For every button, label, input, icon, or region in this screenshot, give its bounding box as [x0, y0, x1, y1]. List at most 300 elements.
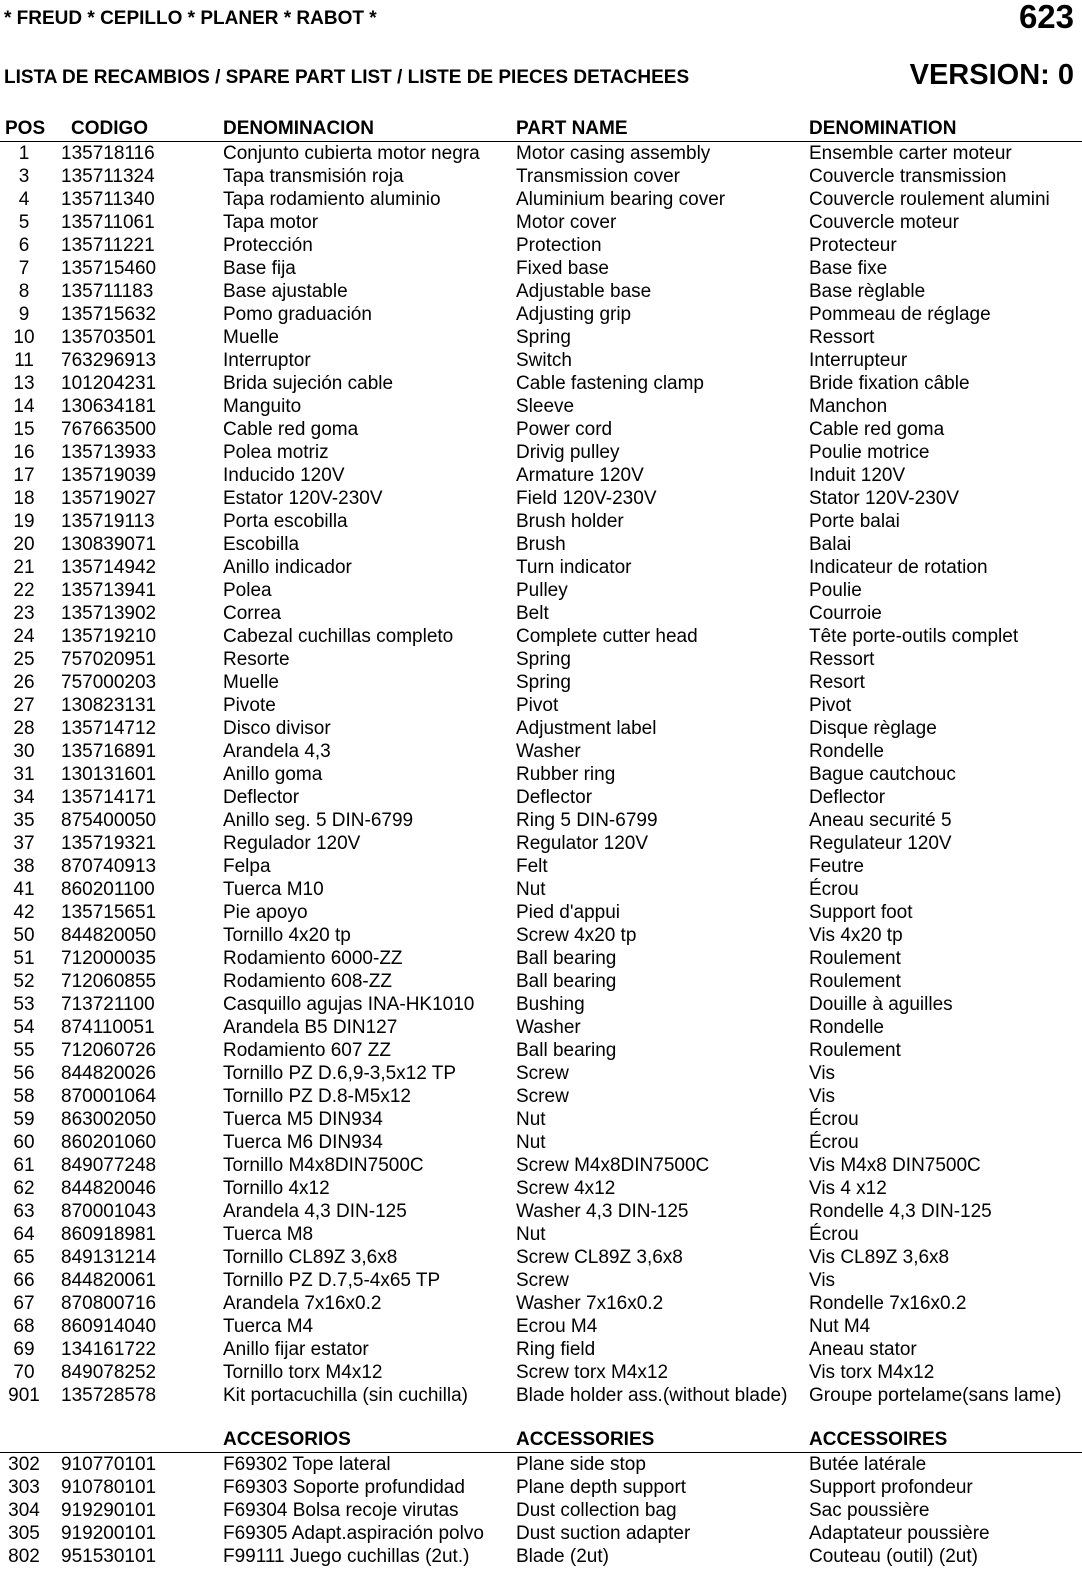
cell-code: 870001043: [61, 1201, 157, 1222]
parts-list: [0, 142, 1082, 1407]
cell-code: 135719210: [61, 626, 157, 647]
cell-code: 135703501: [61, 327, 157, 348]
cell-denomination: Stator 120V-230V: [809, 488, 959, 509]
cell-part-name: Brush: [516, 534, 566, 555]
cell-denominacion: Casquillo agujas INA-HK1010: [223, 994, 475, 1015]
cell-denominacion: Brida sujeción cable: [223, 373, 394, 394]
cell-part-name: Protection: [516, 235, 602, 256]
cell-denomination: Adaptateur poussière: [809, 1523, 990, 1544]
cell-code: 135713941: [61, 580, 157, 601]
table-row: [0, 556, 1082, 579]
cell-pos: 17: [13, 465, 35, 486]
cell-denomination: Vis 4x20 tp: [809, 925, 903, 946]
cell-part-name: Sleeve: [516, 396, 575, 417]
table-row: [0, 924, 1082, 947]
accessories-header-fr: ACCESSOIRES: [809, 1429, 948, 1450]
cell-denomination: Ensemble carter moteur: [809, 143, 1012, 164]
cell-pos: 8: [18, 281, 30, 302]
cell-denominacion: Tuerca M8: [223, 1224, 314, 1245]
cell-code: 910780101: [61, 1477, 157, 1498]
cell-part-name: Field 120V-230V: [516, 488, 657, 509]
cell-pos: 62: [13, 1178, 35, 1199]
header-code: CODIGO: [71, 118, 149, 139]
cell-denominacion: Tornillo M4x8DIN7500C: [223, 1155, 424, 1176]
cell-denomination: Resort: [809, 672, 865, 693]
cell-denomination: Manchon: [809, 396, 888, 417]
cell-denominacion: Arandela 4,3 DIN-125: [223, 1201, 407, 1222]
document-title: * FREUD * CEPILLO * PLANER * RABOT *: [4, 8, 377, 29]
cell-code: 712000035: [61, 948, 157, 969]
table-row: [0, 1246, 1082, 1269]
cell-denomination: Vis M4x8 DIN7500C: [809, 1155, 981, 1176]
cell-part-name: Screw: [516, 1270, 569, 1291]
cell-part-name: Dust suction adapter: [516, 1523, 691, 1544]
cell-denominacion: Anillo fijar estator: [223, 1339, 369, 1360]
cell-part-name: Adjustment label: [516, 718, 657, 739]
header-denomination: DENOMINATION: [809, 118, 957, 139]
cell-denominacion: Deflector: [223, 787, 300, 808]
cell-denomination: Vis torx M4x12: [809, 1362, 935, 1383]
table-row: [0, 533, 1082, 556]
cell-denominacion: Inducido 120V: [223, 465, 345, 486]
cell-part-name: Spring: [516, 649, 571, 670]
cell-denomination: Regulateur 120V: [809, 833, 952, 854]
cell-denominacion: Pivote: [223, 695, 276, 716]
cell-denomination: Roulement: [809, 971, 901, 992]
table-row: [0, 280, 1082, 303]
cell-pos: 1: [18, 143, 30, 164]
cell-denomination: Ressort: [809, 649, 875, 670]
cell-part-name: Ecrou M4: [516, 1316, 598, 1337]
cell-denominacion: Anillo seg. 5 DIN-6799: [223, 810, 414, 831]
cell-code: 849078252: [61, 1362, 157, 1383]
table-row: [0, 579, 1082, 602]
cell-pos: 6: [18, 235, 30, 256]
cell-pos: 58: [13, 1086, 35, 1107]
cell-denominacion: Manguito: [223, 396, 302, 417]
cell-part-name: Screw: [516, 1086, 569, 1107]
cell-denomination: Indicateur de rotation: [809, 557, 988, 578]
table-row: [0, 211, 1082, 234]
cell-denomination: Vis: [809, 1086, 836, 1107]
cell-pos: 16: [13, 442, 35, 463]
cell-pos: 7: [18, 258, 30, 279]
cell-pos: 35: [13, 810, 35, 831]
table-row: [0, 993, 1082, 1016]
cell-denominacion: Felpa: [223, 856, 271, 877]
cell-denomination: Couvercle moteur: [809, 212, 959, 233]
cell-part-name: Drivig pulley: [516, 442, 620, 463]
cell-denominacion: Porta escobilla: [223, 511, 348, 532]
cell-part-name: Washer: [516, 1017, 581, 1038]
cell-part-name: Transmission cover: [516, 166, 681, 187]
cell-part-name: Washer 7x16x0.2: [516, 1293, 664, 1314]
cell-pos: 56: [13, 1063, 35, 1084]
cell-denominacion: Tornillo 4x20 tp: [223, 925, 351, 946]
cell-part-name: Nut: [516, 1109, 546, 1130]
cell-code: 135719039: [61, 465, 157, 486]
cell-denomination: Balai: [809, 534, 852, 555]
cell-denomination: Cable red goma: [809, 419, 945, 440]
cell-part-name: Bushing: [516, 994, 585, 1015]
cell-pos: 68: [13, 1316, 35, 1337]
cell-denomination: Rondelle: [809, 741, 884, 762]
cell-code: 844820050: [61, 925, 157, 946]
cell-part-name: Ball bearing: [516, 971, 617, 992]
cell-denominacion: Polea motriz: [223, 442, 329, 463]
cell-denomination: Feutre: [809, 856, 864, 877]
cell-denomination: Disque règlage: [809, 718, 937, 739]
cell-part-name: Screw CL89Z 3,6x8: [516, 1247, 683, 1268]
table-row: [0, 1062, 1082, 1085]
table-row: [0, 832, 1082, 855]
cell-denomination: Couteau (outil) (2ut): [809, 1546, 978, 1567]
table-row: [0, 786, 1082, 809]
cell-denomination: Vis 4 x12: [809, 1178, 887, 1199]
cell-denominacion: F69305 Adapt.aspiración polvo: [223, 1523, 484, 1544]
cell-denomination: Ressort: [809, 327, 875, 348]
cell-part-name: Screw: [516, 1063, 569, 1084]
cell-denominacion: Tornillo PZ D.7,5-4x65 TP: [223, 1270, 441, 1291]
table-row: [0, 1131, 1082, 1154]
cell-denomination: Poulie motrice: [809, 442, 930, 463]
cell-denomination: Couvercle roulement alumini: [809, 189, 1050, 210]
cell-denominacion: Tuerca M5 DIN934: [223, 1109, 383, 1130]
cell-pos: 59: [13, 1109, 35, 1130]
cell-denomination: Vis: [809, 1270, 836, 1291]
cell-pos: 5: [18, 212, 30, 233]
header-pos: POS: [5, 118, 46, 139]
cell-part-name: Blade (2ut): [516, 1546, 609, 1567]
cell-pos: 34: [13, 787, 35, 808]
table-row: [0, 740, 1082, 763]
cell-code: 844820026: [61, 1063, 157, 1084]
cell-code: 860914040: [61, 1316, 157, 1337]
cell-code: 135715632: [61, 304, 157, 325]
cell-part-name: Washer: [516, 741, 581, 762]
cell-denominacion: Rodamiento 607 ZZ: [223, 1040, 391, 1061]
cell-denomination: Induit 120V: [809, 465, 906, 486]
cell-part-name: Pulley: [516, 580, 568, 601]
cell-denomination: Rondelle 7x16x0.2: [809, 1293, 967, 1314]
cell-denomination: Aneau securité 5: [809, 810, 952, 831]
cell-code: 910770101: [61, 1454, 157, 1475]
cell-pos: 10: [13, 327, 35, 348]
table-row: [0, 1108, 1082, 1131]
cell-pos: 3: [18, 166, 30, 187]
cell-part-name: Motor cover: [516, 212, 617, 233]
cell-denominacion: F99111 Juego cuchillas (2ut.): [223, 1546, 470, 1567]
cell-denominacion: F69302 Tope lateral: [223, 1454, 391, 1475]
table-row: [0, 970, 1082, 993]
table-row: [0, 1039, 1082, 1062]
cell-code: 130131601: [61, 764, 157, 785]
cell-part-name: Plane side stop: [516, 1454, 646, 1475]
cell-pos: 23: [13, 603, 35, 624]
cell-pos: 19: [13, 511, 35, 532]
cell-part-name: Ball bearing: [516, 948, 617, 969]
table-row: [0, 1499, 1082, 1522]
table-row: [0, 1338, 1082, 1361]
cell-pos: 20: [13, 534, 35, 555]
table-row: [0, 1177, 1082, 1200]
cell-denomination: Rondelle: [809, 1017, 884, 1038]
cell-denomination: Roulement: [809, 1040, 901, 1061]
cell-code: 135713902: [61, 603, 157, 624]
cell-part-name: Nut: [516, 879, 546, 900]
cell-pos: 26: [13, 672, 35, 693]
cell-pos: 64: [13, 1224, 35, 1245]
cell-denominacion: Tornillo 4x12: [223, 1178, 330, 1199]
cell-code: 767663500: [61, 419, 157, 440]
cell-part-name: Rubber ring: [516, 764, 616, 785]
cell-denominacion: Arandela 4,3: [223, 741, 331, 762]
cell-pos: 65: [13, 1247, 35, 1268]
cell-code: 870800716: [61, 1293, 157, 1314]
cell-denomination: Support profondeur: [809, 1477, 973, 1498]
table-row: [0, 763, 1082, 786]
cell-part-name: Dust collection bag: [516, 1500, 677, 1521]
table-row: [0, 1476, 1082, 1499]
cell-code: 870001064: [61, 1086, 157, 1107]
table-row: [0, 326, 1082, 349]
header-denominacion: DENOMINACION: [223, 118, 374, 139]
cell-part-name: Washer 4,3 DIN-125: [516, 1201, 689, 1222]
cell-part-name: Screw M4x8DIN7500C: [516, 1155, 710, 1176]
table-row: [0, 188, 1082, 211]
cell-pos: 37: [13, 833, 35, 854]
header-part-name: PART NAME: [516, 118, 628, 139]
cell-part-name: Deflector: [516, 787, 593, 808]
table-row: [0, 1292, 1082, 1315]
table-row: [0, 1453, 1082, 1476]
cell-code: 135711183: [61, 281, 154, 302]
table-row: [0, 694, 1082, 717]
table-row: [0, 1085, 1082, 1108]
cell-denomination: Couvercle transmission: [809, 166, 1007, 187]
accessories-list: [0, 1453, 1082, 1568]
cell-code: 135713933: [61, 442, 157, 463]
table-row: [0, 1315, 1082, 1338]
cell-part-name: Screw 4x20 tp: [516, 925, 637, 946]
cell-part-name: Power cord: [516, 419, 613, 440]
table-row: [0, 418, 1082, 441]
cell-pos: 21: [13, 557, 35, 578]
cell-part-name: Nut: [516, 1132, 546, 1153]
section-spacer: [0, 1407, 1082, 1428]
table-row: [0, 1154, 1082, 1177]
table-row: [0, 809, 1082, 832]
cell-pos: 802: [8, 1546, 40, 1567]
cell-part-name: Adjustable base: [516, 281, 652, 302]
cell-pos: 30: [13, 741, 35, 762]
table-row: [0, 464, 1082, 487]
table-row: [0, 372, 1082, 395]
cell-code: 860918981: [61, 1224, 157, 1245]
page-number: 623: [1018, 0, 1074, 35]
accessories-header: [0, 1428, 1082, 1453]
cell-code: 712060855: [61, 971, 157, 992]
cell-denomination: Sac poussière: [809, 1500, 930, 1521]
table-row: [0, 1545, 1082, 1568]
cell-pos: 60: [13, 1132, 35, 1153]
cell-pos: 4: [18, 189, 30, 210]
cell-denominacion: Tornillo torx M4x12: [223, 1362, 383, 1383]
cell-part-name: Aluminium bearing cover: [516, 189, 726, 210]
cell-denomination: Base règlable: [809, 281, 926, 302]
cell-denomination: Aneau stator: [809, 1339, 917, 1360]
cell-denomination: Tête porte-outils complet: [809, 626, 1019, 647]
cell-denominacion: Tuerca M6 DIN934: [223, 1132, 383, 1153]
table-row: [0, 395, 1082, 418]
cell-denomination: Groupe portelame(sans lame): [809, 1385, 1062, 1406]
table-row: [0, 234, 1082, 257]
cell-part-name: Ring 5 DIN-6799: [516, 810, 658, 831]
cell-code: 849077248: [61, 1155, 157, 1176]
table-row: [0, 1016, 1082, 1039]
cell-part-name: Spring: [516, 672, 571, 693]
cell-denomination: Écrou: [809, 1132, 859, 1153]
table-row: [0, 671, 1082, 694]
cell-pos: 63: [13, 1201, 35, 1222]
cell-denominacion: Base fija: [223, 258, 296, 279]
cell-denominacion: F69303 Soporte profundidad: [223, 1477, 465, 1498]
cell-denominacion: Tuerca M4: [223, 1316, 314, 1337]
cell-code: 863002050: [61, 1109, 157, 1130]
cell-code: 712060726: [61, 1040, 157, 1061]
cell-pos: 69: [13, 1339, 35, 1360]
cell-code: 135719027: [61, 488, 157, 509]
cell-pos: 41: [13, 879, 35, 900]
cell-pos: 55: [13, 1040, 35, 1061]
cell-code: 763296913: [61, 350, 157, 371]
cell-pos: 51: [13, 948, 35, 969]
table-row: [0, 1269, 1082, 1292]
cell-code: 870740913: [61, 856, 157, 877]
cell-pos: 38: [13, 856, 35, 877]
cell-code: 135711324: [61, 166, 155, 187]
cell-code: 135714712: [61, 718, 157, 739]
table-row: [0, 648, 1082, 671]
table-row: [0, 165, 1082, 188]
cell-code: 757000203: [61, 672, 157, 693]
cell-code: 130839071: [61, 534, 157, 555]
cell-part-name: Armature 120V: [516, 465, 644, 486]
cell-part-name: Belt: [516, 603, 549, 624]
cell-denominacion: Tornillo PZ D.6,9-3,5x12 TP: [223, 1063, 457, 1084]
cell-denominacion: Pomo graduación: [223, 304, 372, 325]
table-row: [0, 349, 1082, 372]
cell-denomination: Vis: [809, 1063, 836, 1084]
cell-code: 135715460: [61, 258, 157, 279]
cell-pos: 50: [13, 925, 35, 946]
cell-denomination: Pivot: [809, 695, 852, 716]
cell-denominacion: Tuerca M10: [223, 879, 324, 900]
cell-pos: 28: [13, 718, 35, 739]
cell-denominacion: Estator 120V-230V: [223, 488, 383, 509]
cell-pos: 31: [13, 764, 35, 785]
table-row: [0, 257, 1082, 280]
cell-part-name: Cable fastening clamp: [516, 373, 704, 394]
cell-part-name: Regulator 120V: [516, 833, 649, 854]
cell-pos: 70: [13, 1362, 35, 1383]
cell-denominacion: Rodamiento 608-ZZ: [223, 971, 392, 992]
cell-part-name: Turn indicator: [516, 557, 632, 578]
cell-denomination: Écrou: [809, 1224, 859, 1245]
cell-denominacion: Arandela 7x16x0.2: [223, 1293, 382, 1314]
cell-denomination: Écrou: [809, 879, 859, 900]
cell-denomination: Base fixe: [809, 258, 888, 279]
cell-part-name: Pivot: [516, 695, 559, 716]
cell-denomination: Bague cautchouc: [809, 764, 956, 785]
cell-pos: 53: [13, 994, 35, 1015]
cell-denominacion: Correa: [223, 603, 282, 624]
parts-table: [0, 117, 1082, 1568]
cell-denomination: Protecteur: [809, 235, 897, 256]
table-row: [0, 717, 1082, 740]
cell-denomination: Nut M4: [809, 1316, 871, 1337]
cell-denominacion: Arandela B5 DIN127: [223, 1017, 398, 1038]
version-label: VERSION: 0: [909, 59, 1074, 91]
cell-pos: 24: [13, 626, 35, 647]
cell-denomination: Interrupteur: [809, 350, 908, 371]
cell-code: 757020951: [61, 649, 157, 670]
cell-pos: 66: [13, 1270, 35, 1291]
cell-code: 844820046: [61, 1178, 157, 1199]
cell-denomination: Douille à aguilles: [809, 994, 953, 1015]
cell-code: 135716891: [61, 741, 157, 762]
cell-denomination: Support foot: [809, 902, 913, 923]
cell-pos: 25: [13, 649, 35, 670]
cell-denomination: Poulie: [809, 580, 862, 601]
cell-denominacion: Cable red goma: [223, 419, 359, 440]
table-row: [0, 1223, 1082, 1246]
cell-part-name: Felt: [516, 856, 548, 877]
cell-denominacion: Disco divisor: [223, 718, 331, 739]
cell-denomination: Vis CL89Z 3,6x8: [809, 1247, 950, 1268]
cell-code: 135711221: [61, 235, 155, 256]
cell-part-name: Complete cutter head: [516, 626, 698, 647]
cell-denominacion: Rodamiento 6000-ZZ: [223, 948, 403, 969]
cell-code: 874110051: [61, 1017, 155, 1038]
cell-denominacion: Pie apoyo: [223, 902, 308, 923]
table-row: [0, 947, 1082, 970]
cell-denominacion: Tornillo PZ D.8-M5x12: [223, 1086, 411, 1107]
table-row: [0, 303, 1082, 326]
cell-pos: 18: [13, 488, 35, 509]
cell-pos: 54: [13, 1017, 35, 1038]
cell-denominacion: F69304 Bolsa recoje virutas: [223, 1500, 459, 1521]
table-row: [0, 1200, 1082, 1223]
cell-part-name: Adjusting grip: [516, 304, 632, 325]
cell-pos: 14: [13, 396, 35, 417]
table-header: [0, 117, 1082, 142]
cell-denominacion: Interruptor: [223, 350, 311, 371]
cell-pos: 27: [13, 695, 35, 716]
table-row: [0, 1522, 1082, 1545]
cell-pos: 901: [8, 1385, 40, 1406]
cell-denomination: Deflector: [809, 787, 886, 808]
table-row: [0, 602, 1082, 625]
cell-code: 135711340: [61, 189, 155, 210]
cell-code: 919290101: [61, 1500, 157, 1521]
cell-part-name: Screw torx M4x12: [516, 1362, 669, 1383]
cell-part-name: Brush holder: [516, 511, 624, 532]
cell-code: 135719113: [61, 511, 155, 532]
cell-code: 135711061: [61, 212, 155, 233]
cell-part-name: Plane depth support: [516, 1477, 687, 1498]
cell-code: 134161722: [61, 1339, 157, 1360]
